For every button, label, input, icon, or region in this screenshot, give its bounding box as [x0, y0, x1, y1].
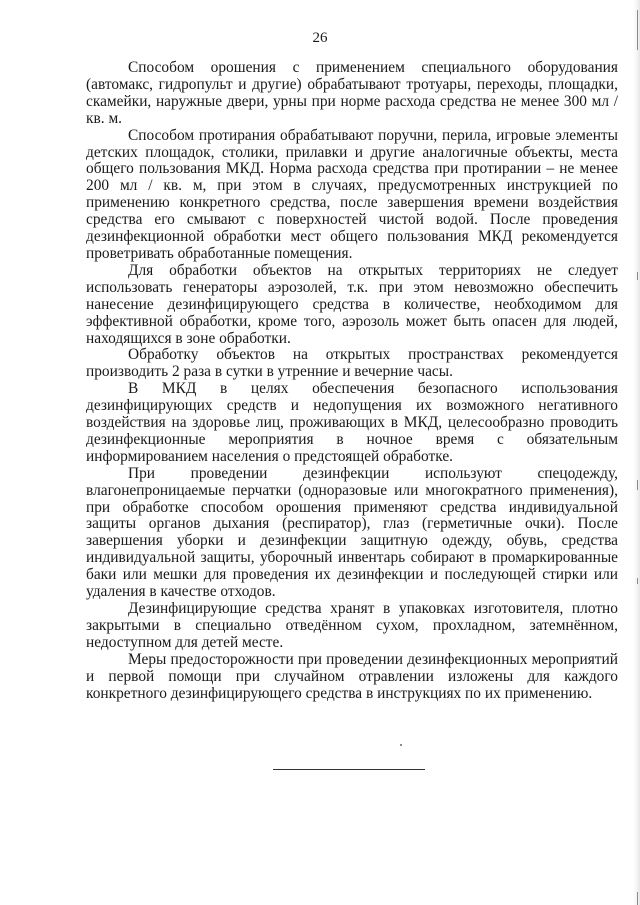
- paragraph-night-treatment: В МКД в целях обеспечения безопасного использования дезинфицирующих средств и недопущения их возможного негативного воздействия на здоровье лиц, проживающих в МКД, целесообразно проводить дезинфекционные мероприятия в ночное время с обязательным информированием населения о предстоящей обработке.: [86, 380, 618, 465]
- scan-edge-mark: [637, 578, 638, 584]
- scan-speck: [400, 744, 402, 746]
- end-of-text-rule: [273, 769, 425, 770]
- paragraph-wiping-method: Способом протирания обрабатывают поручни, перила, игровые элементы детских площадок, столики, прилавки и другие аналогичные объекты, места общего пользования МКД. Норма расхода средства при протирании – не менее 200 мл / кв. м, при этом в случаях, предусмотренных инструкцией по применению конкретного средства, после завершения времени воздействия средства его смывают с поверхностей чистой водой. После проведения дезинфекционной обработки мест общего пользования МКД рекомендуется проветривать обработанные помещения.: [86, 126, 618, 262]
- document-body: [86, 60, 618, 702]
- paragraph-treatment-frequency: Обработку объектов на открытых пространствах рекомендуется производить 2 раза в сутки в утренние и вечерние часы.: [86, 346, 618, 381]
- scan-edge-shadow: [633, 0, 640, 905]
- page-number: 26: [312, 30, 328, 46]
- scan-edge-mark: [637, 892, 638, 905]
- paragraph-aerosol-warning: Для обработки объектов на открытых территориях не следует использовать генераторы аэрозолей, т.к. при этом невозможно обеспечить нанесение дезинфицирующего средства в количестве, необходимом для эффективной обработки, кроме того, аэрозоль может быть опасен для людей, находящихся в зоне обработки.: [86, 261, 618, 347]
- paragraph-protective-equipment: При проведении дезинфекции используют спецодежду, влагонепроницаемые перчатки (одноразовые или многократного применения), при обработке способом орошения применяют средства индивидуальной защиты органов дыхания (респиратор), глаз (герметичные очки). После завершения уборки и дезинфекции защитную одежду, обувь, средства индивидуальной защиты, уборочный инвентарь собирают в промаркированные баки или мешки для проведения их дезинфекции и последующей стирки или удаления в качестве отходов.: [86, 464, 618, 601]
- scan-edge-mark: [637, 10, 638, 50]
- paragraph-precautions: Меры предосторожности при проведении дезинфекционных мероприятий и первой помощи при случайном отравлении изложены для каждого конкретного дезинфицирующего средства в инструкциях по их применению.: [86, 650, 618, 702]
- paragraph-irrigation-method: Способом орошения с применением специального оборудования (автомакс, гидропульт и другие) обрабатывают тротуары, переходы, площадки, скамейки, наружные двери, урны при норме расхода средства не менее 300 мл / кв. м.: [86, 59, 618, 127]
- paragraph-storage: Дезинфицирующие средства хранят в упаковках изготовителя, плотно закрытыми в специально отведённом сухом, прохладном, затемнённом, недоступном для детей месте.: [86, 600, 618, 651]
- scan-edge-mark: [637, 480, 638, 490]
- scan-edge-mark: [637, 272, 638, 280]
